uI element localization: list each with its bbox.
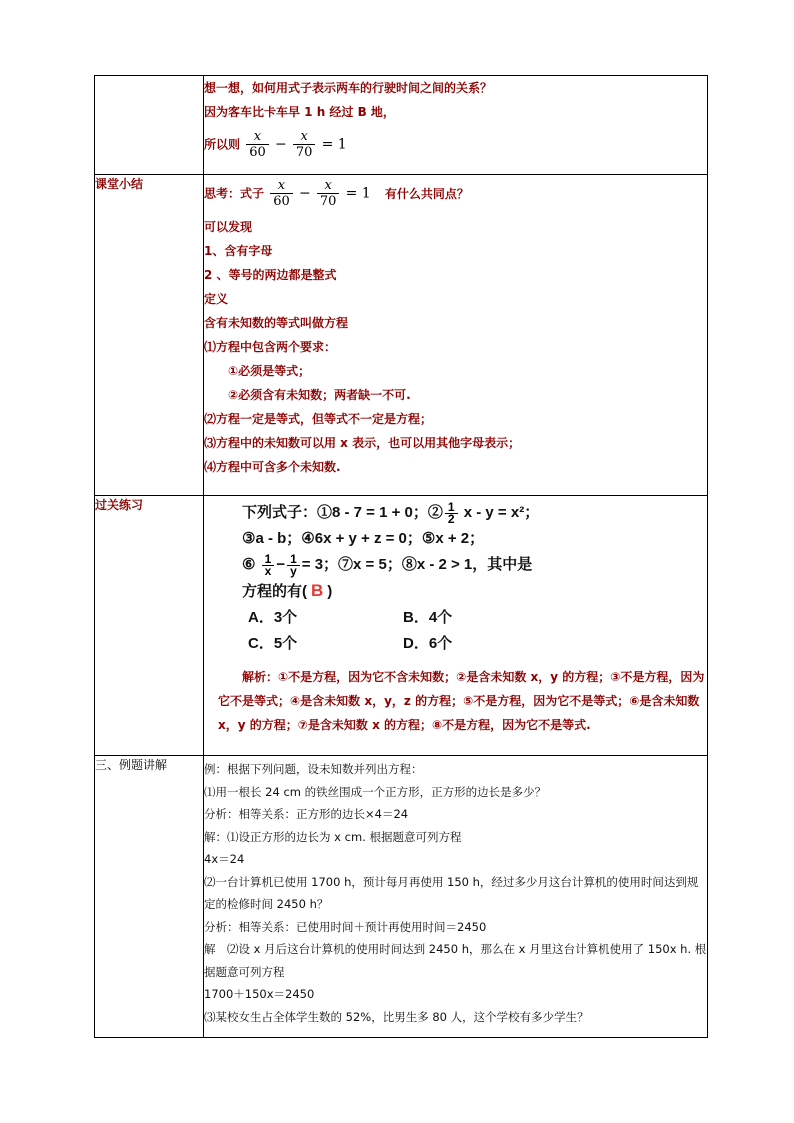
row1-fraction-2 xyxy=(293,130,316,160)
row4-label: 三、例题讲解 xyxy=(95,756,204,1038)
example-line: 解：⑴设正方形的边长为 x cm. 根据题意可列方程 xyxy=(204,829,462,844)
example-line: 例：根据下列问题，设未知数并列出方程： xyxy=(204,762,423,776)
practice-analysis: 解析：①不是方程，因为它不含未知数；②是含未知数 x，y 的方程；③不是方程，因为它不是等式；④是含未知数 x，y，z 的方程；⑤不是方程，因为它不是等式；⑥是含未知数 x，y 的方程；⑦是含未知数 x 的方程；⑧不是方程，因为它不是等式. xyxy=(218,670,705,732)
example-line: ⑶某校女生占全体学生数的 52%，比男生多 80 人，这个学校有多少学生？ xyxy=(204,1009,589,1024)
option-d: D．6个 xyxy=(403,635,453,652)
row4-content xyxy=(204,756,708,1038)
row2-frac1-den: 60 xyxy=(270,193,293,209)
example-line: ⑴用一根长 24 cm 的铁丝围成一个正方形，正方形的边长是多少？ xyxy=(204,784,547,799)
row-summary xyxy=(95,175,708,496)
practice-1x-num: 1 xyxy=(264,551,272,566)
summary-line: ⑷方程中可含多个未知数. xyxy=(204,460,341,474)
practice-line-4 xyxy=(242,578,556,605)
row2-frac1-num: x xyxy=(277,178,286,193)
row1-equation xyxy=(204,130,707,160)
summary-line: ②必须含有未知数；两者缺一不可. xyxy=(228,388,411,402)
row-examples xyxy=(95,756,708,1038)
option-c: C．5个 xyxy=(248,635,298,652)
lesson-table xyxy=(94,75,708,1038)
practice-line-3b: = 3；⑦x = 5；⑧x - 2 > 1，其中是 xyxy=(301,556,533,573)
example-line: ⑵一台计算机已使用 1700 h，预计每月再使用 150 h，经过多少月这台计算机的使用时间达到规定的检修时间 2450 h？ xyxy=(204,874,699,911)
example-line: 1700＋150x＝2450 xyxy=(204,987,315,1001)
practice-options-2 xyxy=(242,631,556,657)
row3-content xyxy=(204,496,708,756)
option-a: A．3个 xyxy=(248,609,298,626)
row2-content xyxy=(204,175,708,496)
practice-answer: B xyxy=(311,581,324,600)
row1-label xyxy=(95,76,204,175)
row-practice xyxy=(95,496,708,756)
row1-frac1-num: x xyxy=(253,129,262,144)
practice-options-1 xyxy=(242,605,556,631)
summary-line: 可以发现 xyxy=(204,220,253,234)
practice-line-1a: 下列式子：①8 - 7 = 1 + 0；② xyxy=(242,504,443,521)
practice-half-fraction xyxy=(445,499,458,526)
practice-frac-1x xyxy=(262,551,275,578)
summary-line: ⑵方程一定是等式，但等式不一定是方程； xyxy=(204,412,433,426)
row1-frac1-den: 60 xyxy=(246,144,269,160)
summary-line: 2 、等号的两边都是整式 xyxy=(204,268,337,282)
row1-so-prefix: 所以则 xyxy=(204,137,241,152)
example-line: 分析：相等关系：正方形的边长×4＝24 xyxy=(204,807,409,821)
example-line: 4x＝24 xyxy=(204,852,245,866)
row2-think-prefix: 思考：式子 xyxy=(204,186,265,201)
row2-label: 课堂小结 xyxy=(95,175,204,496)
example-line: 分析：相等关系：已使用时间＋预计再使用时间＝2450 xyxy=(204,919,487,934)
row1-fraction-1 xyxy=(246,130,269,160)
practice-line-3-minus: − xyxy=(276,556,286,573)
example-line: 解 ⑵设 x 月后这台计算机的使用时间达到 2450 h，那么在 x 月里这台计算机使用了 150x h. 根据题意可列方程 xyxy=(204,942,707,979)
row2-think-suffix: 有什么共同点？ xyxy=(384,186,469,201)
practice-line-1b: x - y = x²； xyxy=(463,504,540,521)
practice-1y-num: 1 xyxy=(290,551,297,566)
row2-equals: = 1 xyxy=(345,185,371,202)
option-b: B．4个 xyxy=(403,609,453,626)
row1-reason: 因为客车比卡车早 1 h 经过 B 地， xyxy=(204,105,395,119)
practice-line-3 xyxy=(242,552,556,578)
summary-line: ⑶方程中的未知数可以用 x 表示，也可以用其他字母表示； xyxy=(204,436,521,450)
practice-1y-den: y xyxy=(287,565,300,577)
row1-equals: = 1 xyxy=(321,136,347,153)
row-discussion xyxy=(95,76,708,175)
row2-frac2-den: 70 xyxy=(317,193,340,209)
row3-label: 过关练习 xyxy=(95,496,204,756)
practice-half-den: 2 xyxy=(445,513,458,525)
row1-frac2-num: x xyxy=(300,129,308,144)
summary-line: ①必须是等式； xyxy=(228,364,311,378)
row2-minus: − xyxy=(298,185,311,202)
row2-fraction-2 xyxy=(317,179,340,209)
row1-frac2-den: 70 xyxy=(293,144,316,160)
summary-line: 1、含有字母 xyxy=(204,244,273,258)
practice-line-4b: ) xyxy=(327,583,333,600)
practice-line-1 xyxy=(242,500,556,526)
practice-half-num: 1 xyxy=(447,499,455,514)
row2-frac2-num: x xyxy=(324,178,332,193)
summary-line: 定义 xyxy=(204,292,229,306)
practice-line-4a: 方程的有( xyxy=(242,583,307,600)
practice-image xyxy=(242,500,556,657)
practice-frac-1y xyxy=(287,551,300,578)
summary-line: ⑴方程中包含两个要求： xyxy=(204,340,337,354)
practice-line-2: ③a - b；④6x + y + z = 0；⑤x + 2； xyxy=(242,530,485,547)
row1-content xyxy=(204,76,708,175)
row1-minus: − xyxy=(274,136,287,153)
row1-question: 想一想，如何用式子表示两车的行驶时间之间的关系？ xyxy=(204,81,493,95)
row2-fraction-1 xyxy=(270,179,293,209)
row2-think xyxy=(204,179,707,213)
summary-line: 含有未知数的等式叫做方程 xyxy=(204,316,349,330)
practice-1x-den: x xyxy=(262,565,275,577)
practice-line-3a: ⑥ xyxy=(242,556,256,573)
